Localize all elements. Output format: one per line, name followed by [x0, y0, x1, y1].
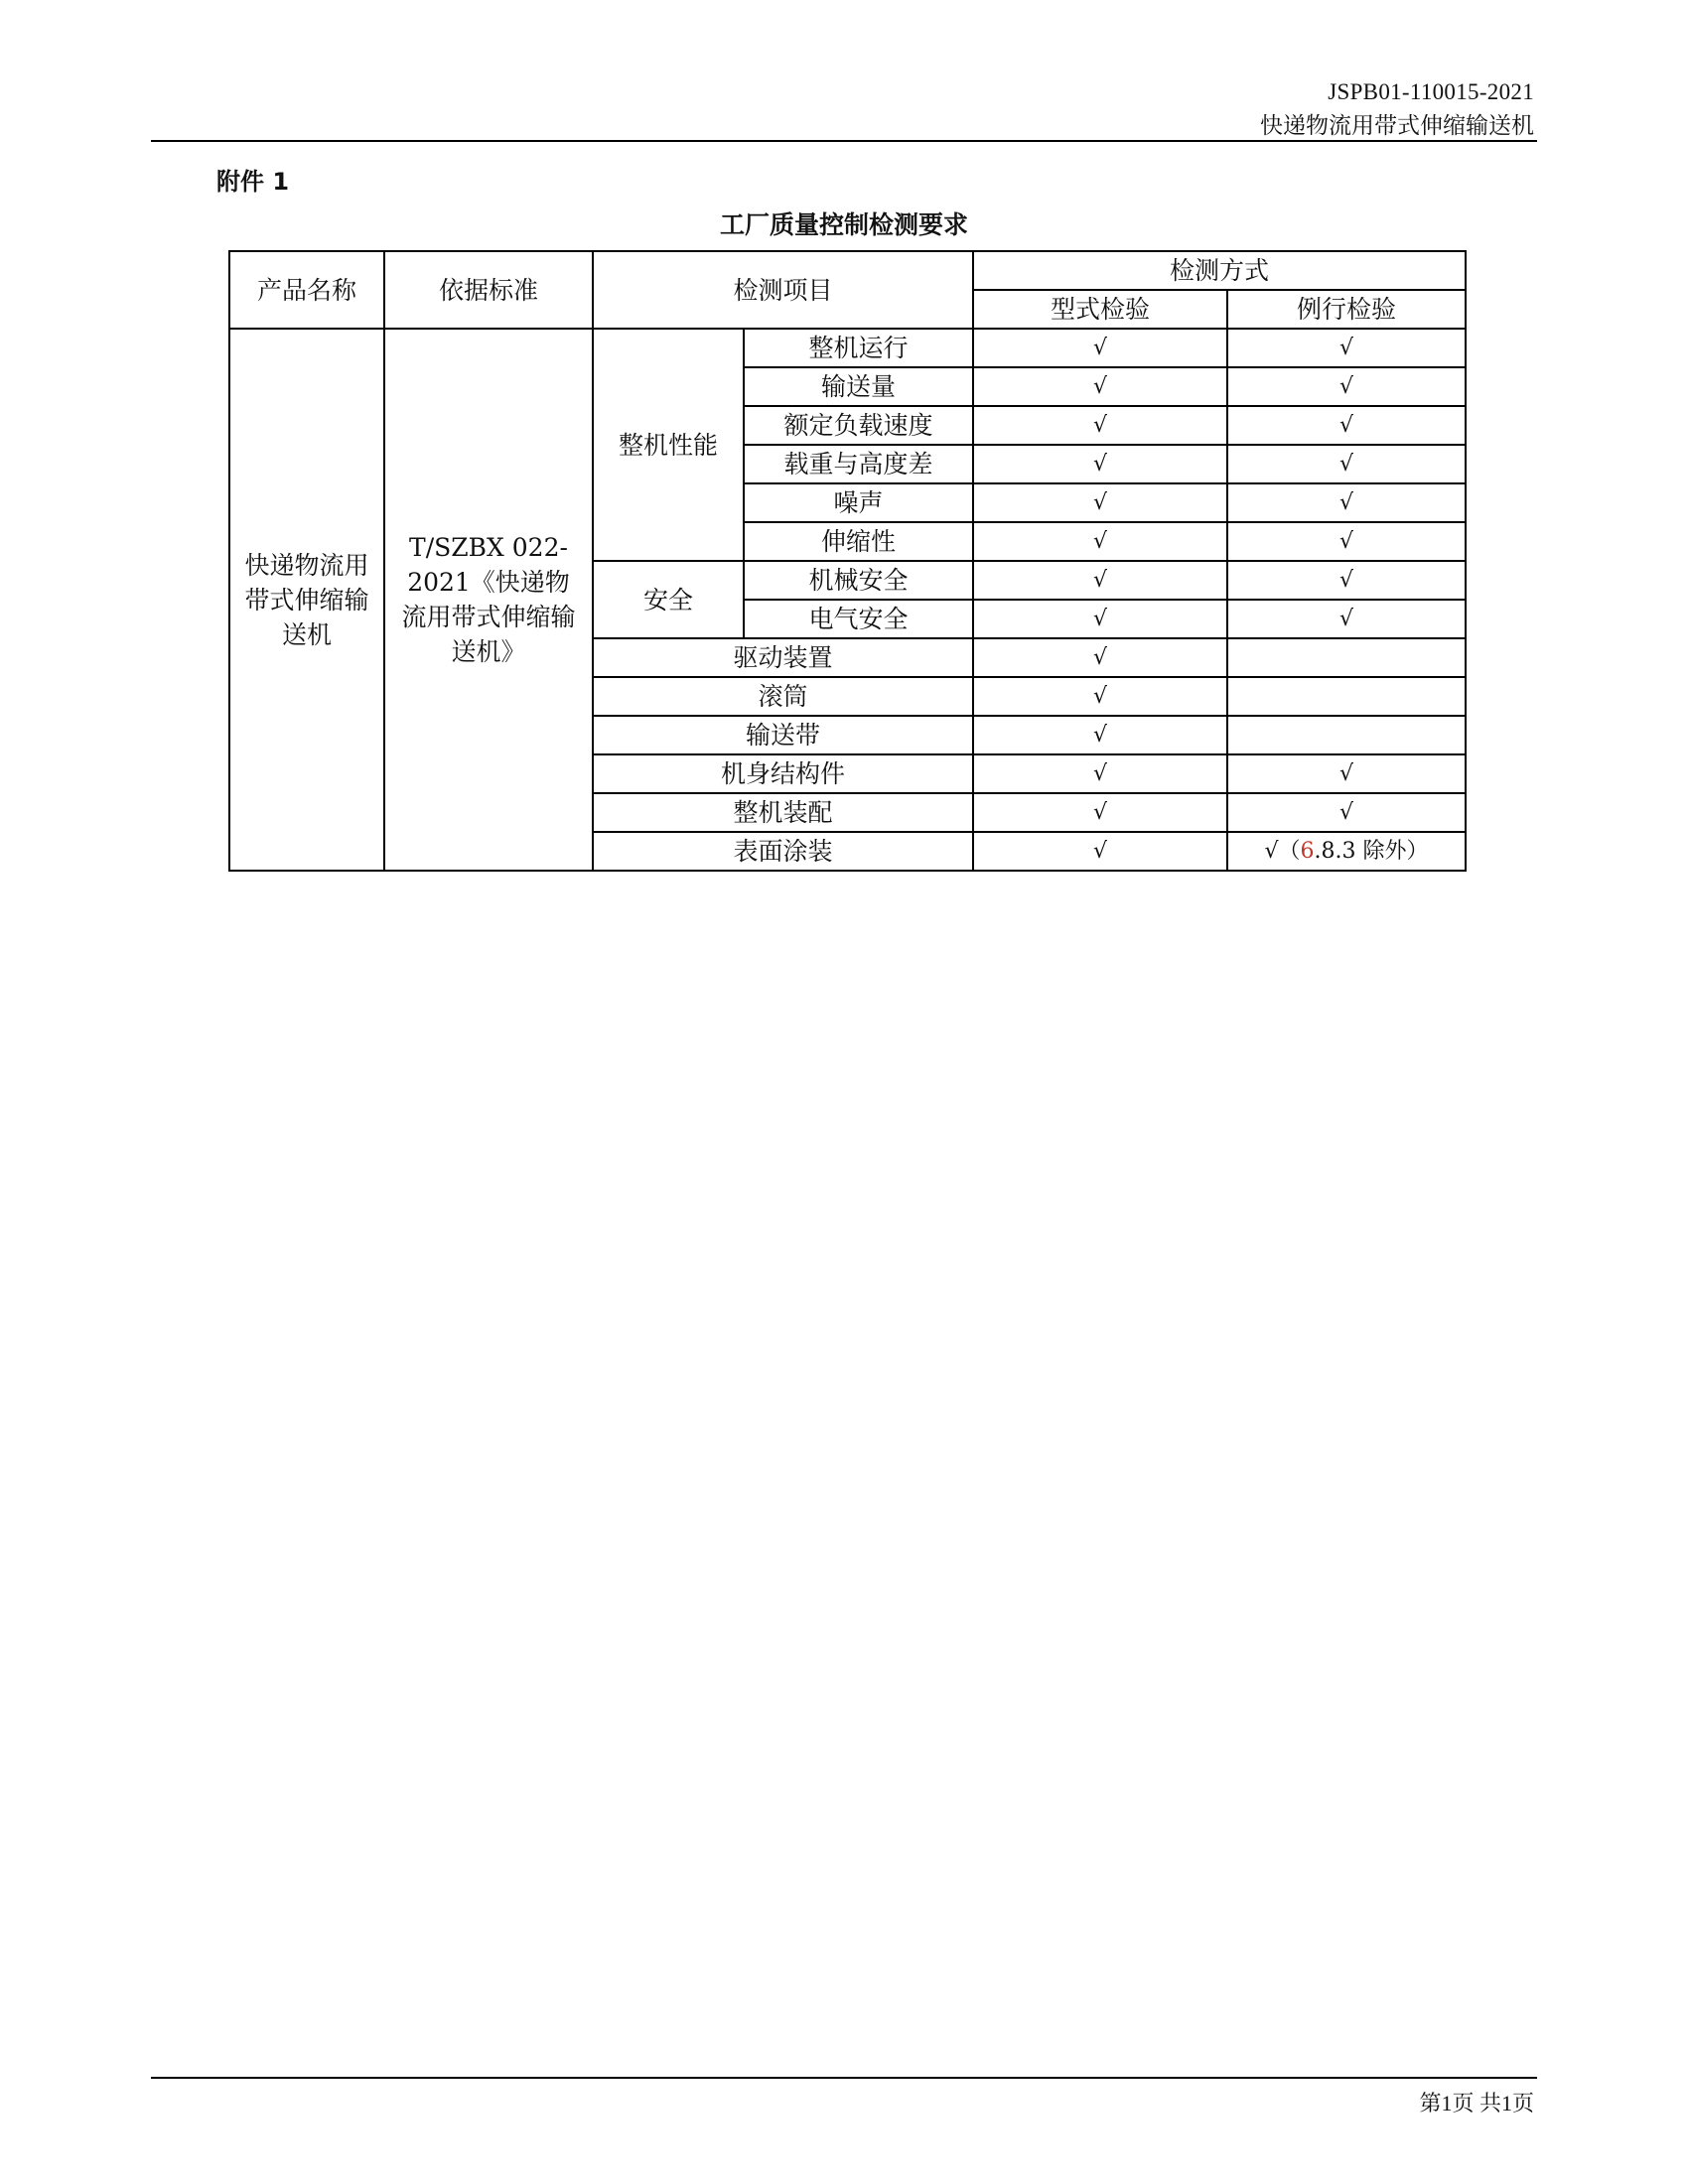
header-product-name: 产品名称	[229, 251, 384, 329]
test-item: 整机装配	[593, 793, 973, 832]
routine-test-check-with-note	[1227, 832, 1466, 871]
page-number: 第1页 共1页	[1419, 2091, 1534, 2116]
routine-test-check: √	[1227, 329, 1466, 367]
type-test-check: √	[973, 716, 1227, 754]
test-item: 机械安全	[744, 561, 973, 600]
test-item: 表面涂装	[593, 832, 973, 871]
routine-test-check	[1227, 638, 1466, 677]
header-routine-test: 例行检验	[1227, 290, 1466, 329]
test-item: 伸缩性	[744, 522, 973, 561]
type-test-check: √	[973, 832, 1227, 871]
routine-test-check: √	[1227, 793, 1466, 832]
test-item: 载重与高度差	[744, 445, 973, 483]
type-test-check: √	[973, 754, 1227, 793]
test-item: 机身结构件	[593, 754, 973, 793]
test-item: 滚筒	[593, 677, 973, 716]
routine-check-suffix: .8.3 除外）	[1314, 839, 1429, 864]
routine-test-check: √	[1227, 483, 1466, 522]
type-test-check: √	[973, 406, 1227, 445]
header-test-method: 检测方式	[973, 251, 1466, 290]
type-test-check: √	[973, 483, 1227, 522]
table-title: 工厂质量控制检测要求	[719, 210, 968, 239]
type-test-check: √	[973, 522, 1227, 561]
quality-control-table	[228, 250, 1467, 872]
footer-divider	[151, 2077, 1537, 2079]
routine-test-check: √	[1227, 522, 1466, 561]
type-test-check: √	[973, 445, 1227, 483]
test-item: 输送带	[593, 716, 973, 754]
routine-test-check	[1227, 677, 1466, 716]
type-test-check: √	[973, 329, 1227, 367]
product-name-cell: 快递物流用带式伸缩输送机	[229, 329, 384, 871]
test-item: 电气安全	[744, 600, 973, 638]
group-name: 安全	[593, 561, 744, 638]
type-test-check: √	[973, 638, 1227, 677]
routine-test-check: √	[1227, 445, 1466, 483]
group-name: 整机性能	[593, 329, 744, 561]
routine-test-check: √	[1227, 600, 1466, 638]
standard-cell: T/SZBX 022-2021《快递物流用带式伸缩输送机》	[384, 329, 593, 871]
document-header-title: 快递物流用带式伸缩输送机	[1260, 113, 1534, 139]
test-item: 输送量	[744, 367, 973, 406]
test-item: 噪声	[744, 483, 973, 522]
routine-test-check: √	[1227, 367, 1466, 406]
header-test-item: 检测项目	[593, 251, 973, 329]
routine-check-prefix: √（	[1264, 839, 1301, 864]
test-item: 整机运行	[744, 329, 973, 367]
routine-test-check: √	[1227, 754, 1466, 793]
type-test-check: √	[973, 793, 1227, 832]
test-item: 额定负载速度	[744, 406, 973, 445]
header-divider	[151, 140, 1537, 142]
routine-check-highlight: 6	[1300, 839, 1315, 864]
type-test-check: √	[973, 600, 1227, 638]
document-code: JSPB01-110015-2021	[1328, 79, 1534, 104]
routine-test-check	[1227, 716, 1466, 754]
routine-test-check: √	[1227, 561, 1466, 600]
routine-test-check: √	[1227, 406, 1466, 445]
type-test-check: √	[973, 367, 1227, 406]
type-test-check: √	[973, 677, 1227, 716]
header-type-test: 型式检验	[973, 290, 1227, 329]
attachment-label: 附件 1	[216, 168, 290, 196]
type-test-check: √	[973, 561, 1227, 600]
header-standard: 依据标准	[384, 251, 593, 329]
test-item: 驱动装置	[593, 638, 973, 677]
